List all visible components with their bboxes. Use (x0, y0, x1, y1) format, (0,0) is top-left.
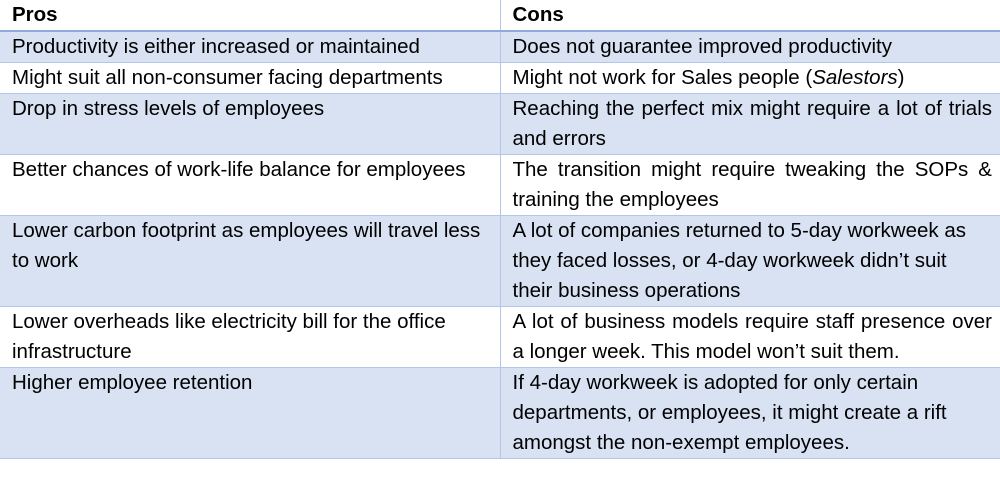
pros-cell: Drop in stress levels of employees (0, 94, 500, 155)
pros-cell: Lower overheads like electricity bill for the office infrastructure (0, 307, 500, 368)
header-row (0, 0, 1000, 31)
cons-emphasis: Salestors (812, 66, 898, 89)
cons-text: Might not work for Sales people ( (512, 66, 813, 89)
cons-text-suffix: ) (897, 66, 905, 89)
cons-cell: Does not guarantee improved productivity (500, 31, 1000, 63)
cons-cell (500, 63, 1000, 94)
table-row (0, 31, 1000, 63)
pros-cell: Better chances of work-life balance for employees (0, 155, 500, 216)
table-row (0, 307, 1000, 368)
cons-header: Cons (500, 0, 1000, 31)
table-row (0, 94, 1000, 155)
pros-cell: Productivity is either increased or maintained (0, 31, 500, 63)
pros-header: Pros (0, 0, 500, 31)
pros-cell: Higher employee retention (0, 368, 500, 459)
cons-cell: A lot of companies returned to 5-day workweek as they faced losses, or 4-day workweek didn’t suit their business operations (500, 216, 1000, 307)
pros-cell: Might suit all non-consumer facing departments (0, 63, 500, 94)
table-row (0, 216, 1000, 307)
cons-cell: If 4-day workweek is adopted for only certain departments, or employees, it might create a rift amongst the non-exempt employees. (500, 368, 1000, 459)
table-row (0, 368, 1000, 459)
pros-cell: Lower carbon footprint as employees will travel less to work (0, 216, 500, 307)
table-row (0, 63, 1000, 94)
cons-cell: Reaching the perfect mix might require a lot of trials and errors (500, 94, 1000, 155)
cons-cell: The transition might require tweaking the SOPs & training the employees (500, 155, 1000, 216)
cons-cell: A lot of business models require staff presence over a longer week. This model won’t suit them. (500, 307, 1000, 368)
table-row (0, 155, 1000, 216)
